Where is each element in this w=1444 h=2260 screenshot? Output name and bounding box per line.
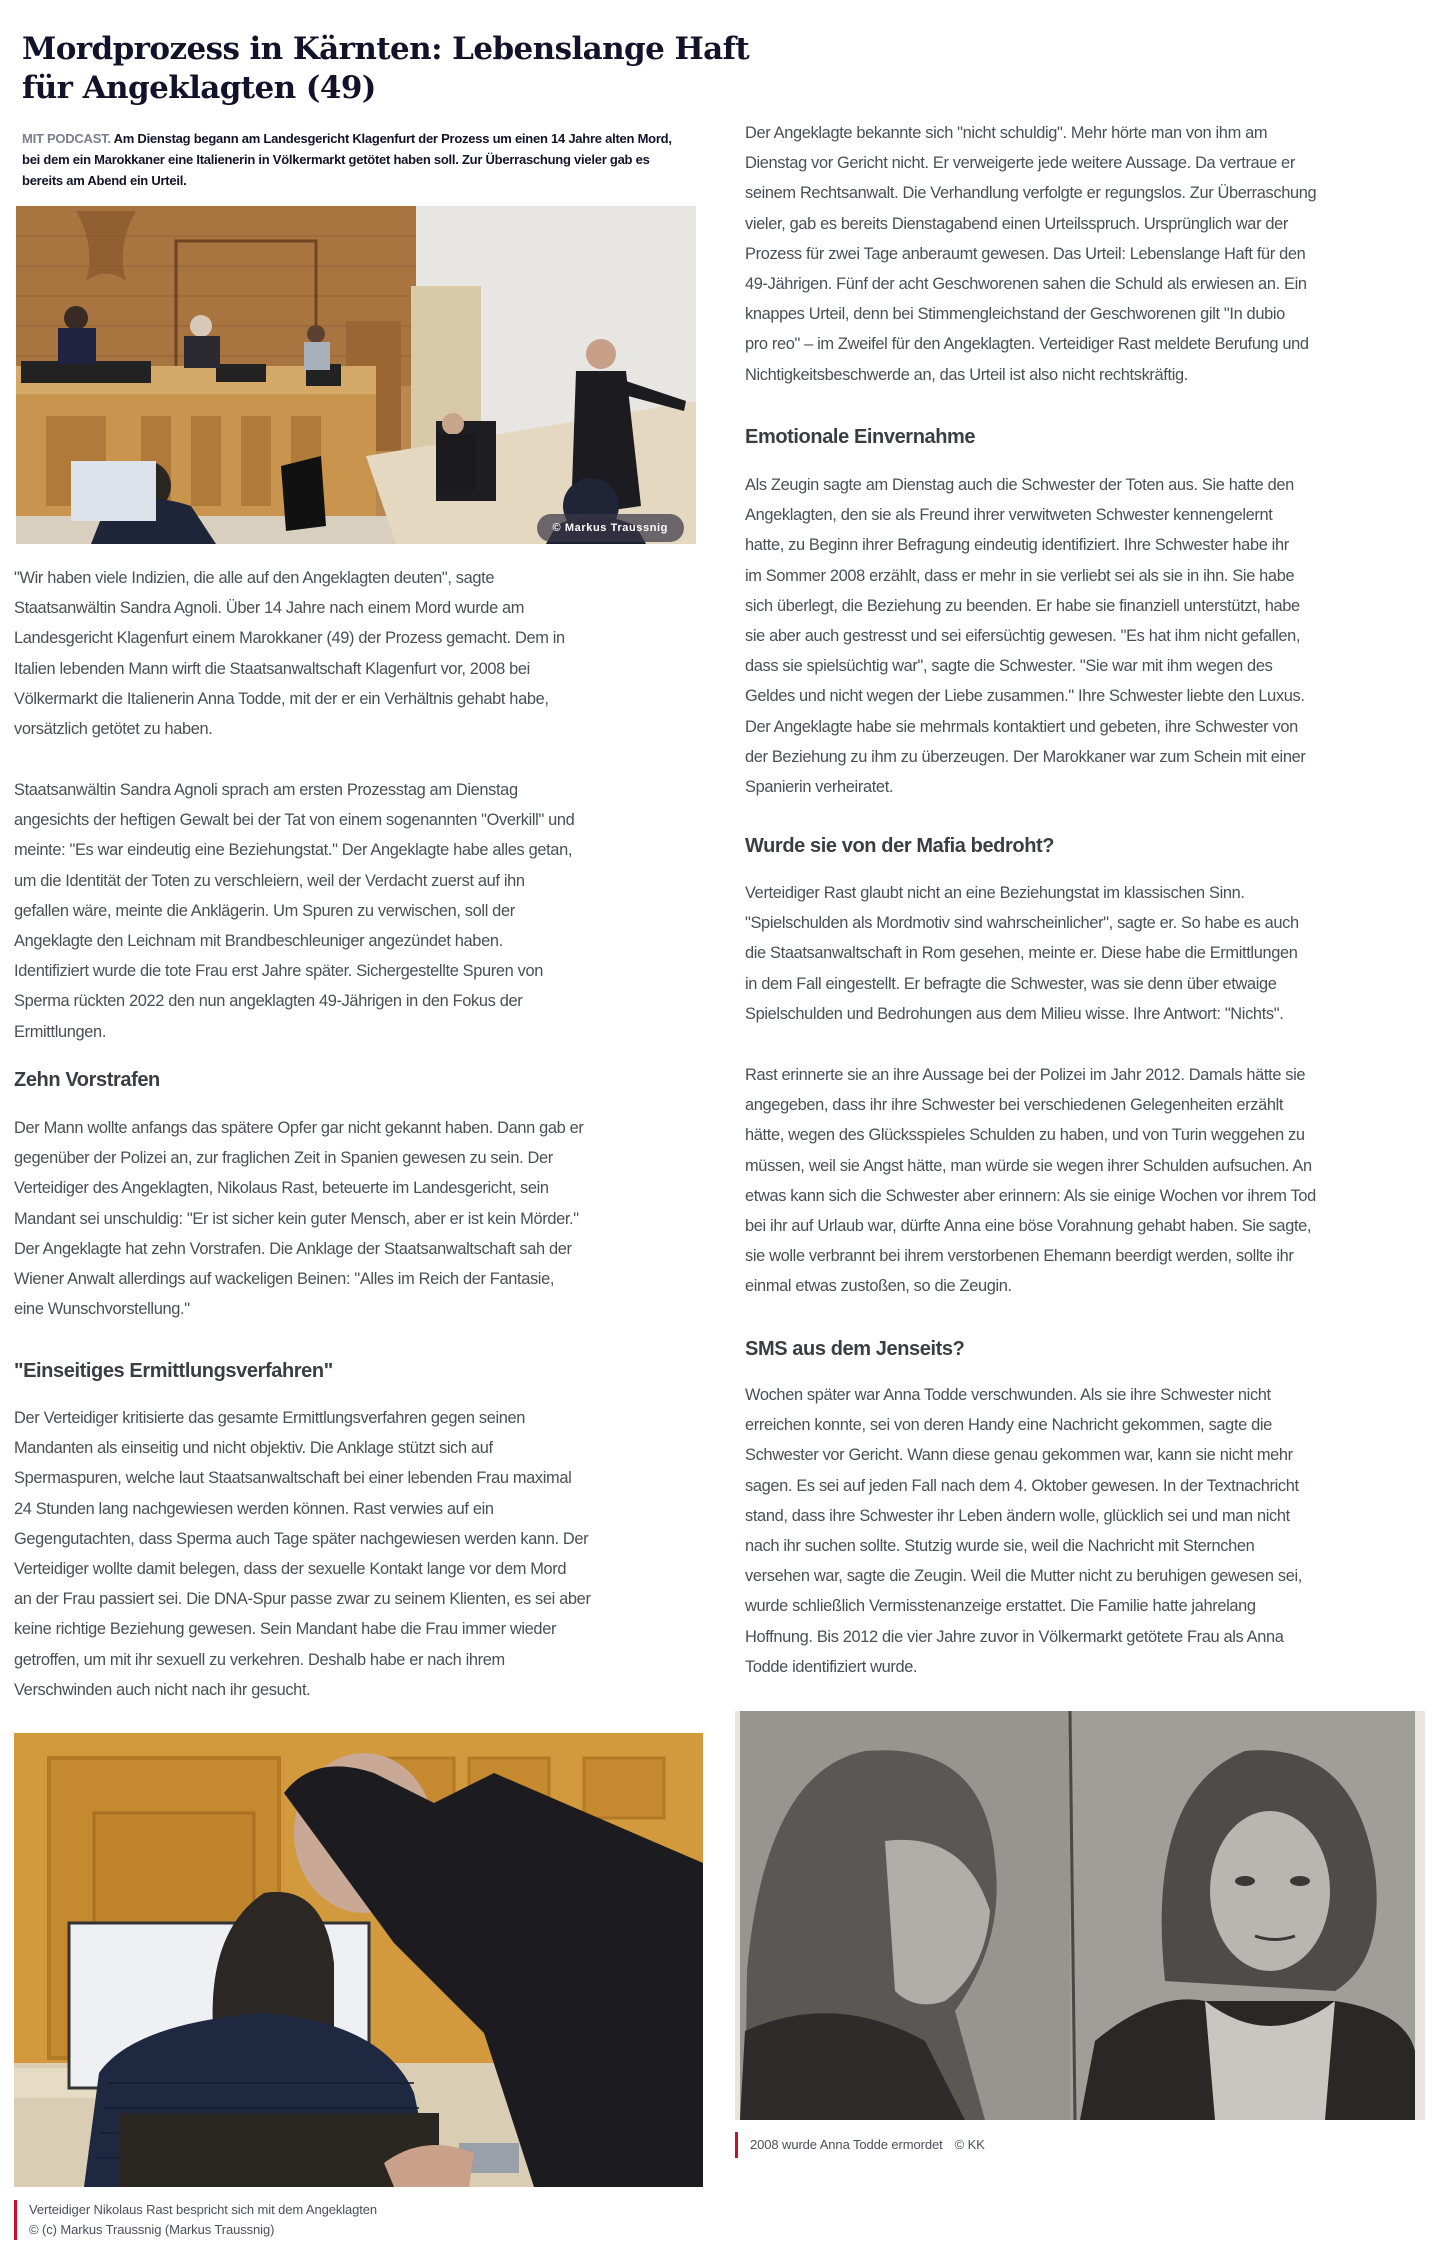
text-line: pro reo" – im Zweifel für den Angeklagten. Verteidiger Rast meldete Berufung und	[745, 335, 1309, 354]
caption-credit: © (c) Markus Traussnig (Markus Traussnig)	[29, 2222, 275, 2237]
text-line: getroffen, um mit ihr sexuell zu verkehren. Deshalb habe er nach ihrem	[14, 1650, 505, 1669]
text-line: Spielschulden und Bedrohungen aus dem Milieu wisse. Ihre Antwort: "Nichts".	[745, 1004, 1284, 1023]
text-line: sie wolle verbrannt bei ihrem verstorbenen Ehemann beerdigt werden, sollte ihr	[745, 1247, 1294, 1266]
text-line: Dienstag vor Gericht nicht. Er verweigerte jede weitere Aussage. Da vertraue er	[745, 154, 1295, 173]
text-line: Identifiziert wurde die tote Frau erst Jahre später. Sichergestellte Spuren von	[14, 962, 544, 981]
text-line: Der Verteidiger kritisierte das gesamte Ermittlungsverfahren gegen seinen	[14, 1409, 526, 1427]
section-heading-emotionale-einvernahme: Emotionale Einvernahme	[745, 426, 976, 448]
text-line: Mandant sei unschuldig: "Er ist sicher kein guter Mensch, aber er ist kein Mörder."	[14, 1209, 579, 1228]
text-line: erreichen konnte, sei von deren Handy eine Nachricht gekommen, sagte die	[745, 1416, 1272, 1435]
text-line: Prozess für zwei Tage anberaumt gewesen. Das Urteil: Lebenslange Haft für den	[745, 244, 1306, 263]
text-line: sie aber auch gestresst und sei eifersüchtig gewesen. "Es hat ihm nicht gefallen,	[745, 626, 1301, 645]
photo-caption-lawyer	[14, 2200, 709, 2240]
lawyer-defendant-photo[interactable]	[14, 1733, 703, 2187]
text-line: Gegengutachten, dass Sperma auch Tage später nachgewiesen werden kann. Der	[14, 1529, 589, 1548]
paragraph-2	[14, 775, 714, 1047]
paragraph-right-2	[745, 470, 1435, 802]
text-line: stand, dass ihre Schwester ihr Leben ändern wolle, glücklich sei und man nicht	[745, 1506, 1290, 1525]
text-line: gefallen wäre, meinte die Anklägerin. Um Spuren zu verwischen, soll der	[14, 901, 515, 920]
text-line: Todde identifiziert wurde.	[745, 1657, 918, 1676]
caption-text: Verteidiger Nikolaus Rast bespricht sich mit dem Angeklagten	[29, 2202, 378, 2217]
victim-photo-graphic	[735, 1711, 1425, 2120]
section-heading-zehn-vorstrafen: Zehn Vorstrafen	[14, 1069, 160, 1091]
victim-photo[interactable]	[735, 1711, 1425, 2120]
lawyer-defendant-photo-graphic	[14, 1733, 703, 2187]
text-line: im Sommer 2008 erzählt, dass er mehr in sie verliebt sei als sie in ihn. Sie habe	[745, 566, 1295, 585]
text-line: hätte, wegen des Glücksspieles Schulden zu haben, und von Turin weggehen zu	[745, 1126, 1305, 1145]
text-line: eine Wunschvorstellung."	[14, 1300, 190, 1319]
paragraph-4	[14, 1403, 714, 1705]
text-line: gegenüber der Polizei an, zur fraglichen Zeit in Spanien gewesen zu sein. Der	[14, 1149, 553, 1168]
text-line: hatte, zu Beginn ihrer Befragung eindeutig identifiziert. Ihre Schwester habe ihr	[745, 536, 1289, 555]
text-line: müssen, weil sie Angst hätte, man würde sie wegen ihrer Schulden aufsuchen. An	[745, 1156, 1312, 1175]
text-line: Mandanten als einseitig und nicht objektiv. Die Anklage stützt sich auf	[14, 1439, 493, 1458]
text-line: dass sie spielsüchtig war", sagte die Schwester. "Sie war mit ihm wegen des	[745, 657, 1273, 676]
text-line: meinte: "Es war eindeutig eine Beziehungstat." Der Angeklagte habe alles getan,	[14, 841, 573, 860]
text-line: Schwester vor Gericht. Wann diese genau gekommen war, kann sie nicht mehr	[745, 1446, 1293, 1465]
text-line: Nichtigkeitsbeschwerde an, das Urteil ist also nicht rechtskräftig.	[745, 365, 1188, 384]
courtroom-photo[interactable]	[16, 206, 696, 544]
text-line: Der Angeklagte bekannte sich "nicht schuldig". Mehr hörte man von ihm am	[745, 124, 1268, 142]
text-line: etwas kann sich die Schwester aber erinnern: Als sie einige Wochen vor ihrem Tod	[745, 1186, 1316, 1205]
paragraph-3	[14, 1113, 714, 1324]
text-line: vieler, gab es bereits Dienstagabend einen Urteilsspruch. Ursprünglich war der	[745, 214, 1289, 233]
article-title	[22, 30, 750, 108]
text-line: Spanierin verheiratet.	[745, 777, 894, 796]
photo-credit-badge: © Markus Traussnig	[537, 514, 685, 542]
text-line: sagen. Es sei auf jeden Fall nach dem 4. Oktober gewesen. In der Textnachricht	[745, 1476, 1299, 1495]
text-line: einmal etwas zustoßen, so die Zeugin.	[745, 1277, 1012, 1296]
title-line: Mordprozess in Kärnten: Lebenslange Haft	[22, 31, 750, 67]
text-line: versehen war, sagte die Zeugin. Weil die Mutter nicht zu beruhigen gewesen sei,	[745, 1567, 1302, 1586]
courtroom-photo-graphic	[16, 206, 696, 544]
text-line: der Beziehung zu ihm zu überzeugen. Der Marokkaner war zum Schein mit einer	[745, 747, 1306, 766]
text-line: sich überlegt, die Beziehung zu beenden. Er habe sie finanziell unterstützt, habe	[745, 596, 1300, 615]
teaser-text: Am Dienstag begann am Landesgericht Klagenfurt der Prozess um einen 14 Jahre alten Mord,	[113, 131, 672, 146]
text-line: Verschwinden auch nicht nach ihr gesucht.	[14, 1680, 311, 1699]
text-line: keine richtige Beziehung gewesen. Sein Mandant habe die Frau immer wieder	[14, 1620, 557, 1639]
text-line: 49-Jährigen. Fünf der acht Geschworenen sahen die Schuld als erwiesen an. Ein	[745, 274, 1307, 293]
section-heading-einseitiges-ermittlungsverfahren: "Einseitiges Ermittlungsverfahren"	[14, 1360, 333, 1382]
text-line: an der Frau passiert sei. Die DNA-Spur passe zwar zu seinem Klienten, es sei aber	[14, 1590, 591, 1609]
text-line: Staatsanwältin Sandra Agnoli sprach am ersten Prozesstag am Dienstag	[14, 781, 518, 799]
text-line: Der Angeklagte habe sie mehrmals kontaktiert und gebeten, ihre Schwester von	[745, 717, 1298, 736]
text-line: Der Angeklagte hat zehn Vorstrafen. Die Anklage der Staatsanwaltschaft sah der	[14, 1239, 572, 1258]
paragraph-right-5	[745, 1380, 1435, 1682]
text-line: Verteidiger Rast glaubt nicht an eine Beziehungstat im klassischen Sinn.	[745, 884, 1245, 902]
paragraph-right-4	[745, 1060, 1435, 1302]
text-line: Italien lebenden Mann wirft die Staatsanwaltschaft Klagenfurt vor, 2008 bei	[14, 659, 530, 678]
article-teaser	[22, 128, 722, 191]
text-line: 24 Stunden lang nachgewiesen werden können. Rast verwies auf ein	[14, 1499, 494, 1518]
text-line: Ermittlungen.	[14, 1022, 107, 1041]
text-line: Verteidiger des Angeklagten, Nikolaus Rast, beteuerte im Landesgericht, sein	[14, 1179, 549, 1198]
text-line: seinem Rechtsanwalt. Die Verhandlung verfolgte er regungslos. Zur Überraschung	[745, 184, 1317, 203]
section-heading-mafia: Wurde sie von der Mafia bedroht?	[745, 835, 1055, 857]
text-line: Als Zeugin sagte am Dienstag auch die Schwester der Toten aus. Sie hatte den	[745, 476, 1294, 494]
text-line: angesichts der heftigen Gewalt bei der Tat von einem sogenannten "Overkill" und	[14, 811, 575, 830]
text-line: bei ihr auf Urlaub war, dürfte Anna eine böse Vorahnung gehabt haben. Sie sagte,	[745, 1216, 1312, 1235]
text-line: Der Mann wollte anfangs das spätere Opfer gar nicht gekannt haben. Dann gab er	[14, 1119, 584, 1137]
photo-caption-victim	[735, 2132, 1430, 2158]
title-line: für Angeklagten (49)	[22, 70, 376, 106]
text-line: in dem Fall eingestellt. Er befragte die Schwester, was sie denn über etwaige	[745, 974, 1277, 993]
text-line: Spermaspuren, welche laut Staatsanwaltschaft bei einer lebenden Frau maximal	[14, 1469, 572, 1488]
text-line: Rast erinnerte sie an ihre Aussage bei der Polizei im Jahr 2012. Damals hätte sie	[745, 1066, 1306, 1084]
text-line: Hoffnung. Bis 2012 die vier Jahre zuvor in Völkermarkt getötete Frau als Anna	[745, 1627, 1284, 1646]
section-heading-sms: SMS aus dem Jenseits?	[745, 1338, 965, 1360]
text-line: wurde schließlich Vermisstenanzeige erstattet. Die Familie hatte jahrelang	[745, 1597, 1256, 1616]
text-line: angegeben, dass ihr ihre Schwester bei verschiedenen Gelegenheiten erzählt	[745, 1096, 1284, 1115]
text-line: Landesgericht Klagenfurt einem Marokkaner (49) der Prozess gemacht. Dem in	[14, 629, 565, 648]
text-line: vorsätzlich getötet zu haben.	[14, 719, 213, 738]
caption-text: 2008 wurde Anna Todde ermordet	[750, 2137, 943, 2152]
text-line: Angeklagten, den sie als Freund ihrer verwitweten Schwester kennengelernt	[745, 506, 1273, 525]
text-line: um die Identität der Toten zu verschleiern, weil der Verdacht zuerst auf ihn	[14, 871, 525, 890]
text-line: "Wir haben viele Indizien, die alle auf den Angeklagten deuten", sagte	[14, 569, 495, 587]
paragraph-right-1	[745, 118, 1435, 390]
text-line: Angeklagte den Leichnam mit Brandbeschleuniger angezündet haben.	[14, 931, 503, 950]
text-line: Wiener Anwalt allerdings auf wackeligen Beinen: "Alles im Reich der Fantasie,	[14, 1269, 555, 1288]
text-line: die Staatsanwaltschaft in Rom gesehen, meinte er. Diese habe die Ermittlungen	[745, 944, 1298, 963]
text-line: Geldes und nicht wegen der Liebe zusammen." Ihre Schwester liebte den Luxus.	[745, 687, 1305, 706]
text-line: Wochen später war Anna Todde verschwunden. Als sie ihre Schwester nicht	[745, 1386, 1271, 1404]
caption-credit: © KK	[954, 2137, 985, 2152]
podcast-kicker[interactable]: MIT PODCAST.	[22, 131, 111, 146]
teaser-line: bei dem ein Marokkaner eine Italienerin in Völkermarkt getötet haben soll. Zur Überraschung vieler gab es	[22, 152, 650, 167]
text-line: knappes Urteil, denn bei Stimmengleichstand der Geschworenen gilt "In dubio	[745, 305, 1285, 324]
paragraph-1	[14, 563, 714, 744]
teaser-line: bereits am Abend ein Urteil.	[22, 173, 187, 188]
paragraph-right-3	[745, 878, 1435, 1029]
text-line: Verteidiger wollte damit belegen, dass der sexuelle Kontakt lange vor dem Mord	[14, 1559, 567, 1578]
text-line: nach ihr suchen sollte. Stutzig wurde sie, weil die Nachricht mit Sternchen	[745, 1536, 1255, 1555]
text-line: Staatsanwältin Sandra Agnoli. Über 14 Jahre nach einem Mord wurde am	[14, 599, 525, 618]
text-line: "Spielschulden als Mordmotiv sind wahrscheinlicher", sagte er. So habe es auch	[745, 914, 1299, 933]
text-line: Völkermarkt die Italienerin Anna Todde, mit der er ein Verhältnis gehabt habe,	[14, 689, 549, 708]
teaser-line	[22, 128, 722, 149]
text-line: Sperma rückten 2022 den nun angeklagten 49-Jährigen in den Fokus der	[14, 992, 523, 1011]
